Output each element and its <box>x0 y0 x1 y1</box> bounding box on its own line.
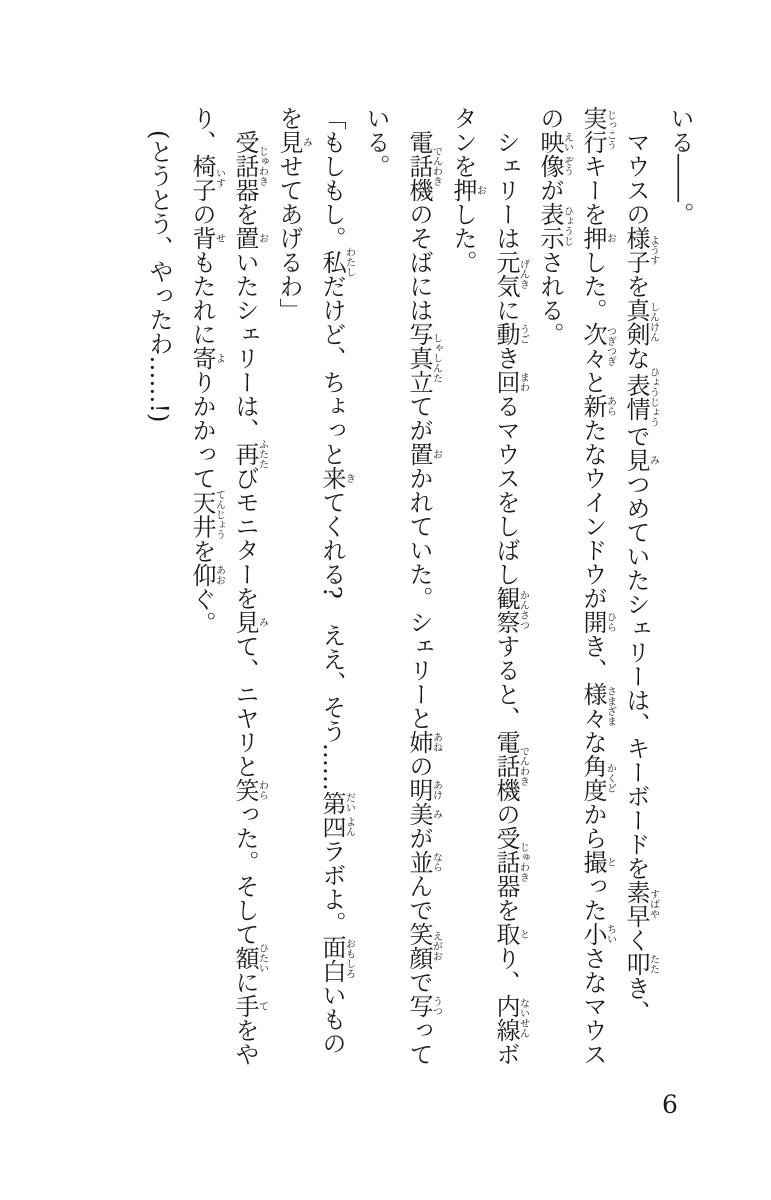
ruby-annotated-word: 手て <box>231 994 268 1018</box>
ruby-annotated-word: 四よん <box>318 814 355 839</box>
paragraph: いる――。 <box>666 106 694 226</box>
paragraph: シェリーは元気げんきに動うごき回まわるマウスをしばし観察かんさつすると、電話機でんわきの受話器じゅわきを取とり、内線ないせんボタンを押おした。 <box>449 106 529 1066</box>
ruby-annotated-word: 真剣しんけん <box>622 298 659 346</box>
ruby-annotated-word: 見み <box>622 448 659 472</box>
ruby-annotated-word: 置お <box>405 442 442 466</box>
ruby-annotated-word: 寄よ <box>188 346 225 370</box>
ruby-annotated-word: 電話機でんわき <box>492 730 529 802</box>
paragraph: (とうとう、やったわ……!) <box>145 130 173 423</box>
ruby-annotated-word: 元気げんき <box>492 250 529 298</box>
ruby-annotated-word: 並なら <box>405 850 442 874</box>
ruby-annotated-word: 笑顔えがお <box>405 922 442 970</box>
ruby-annotated-word: 動うご <box>492 322 529 346</box>
ruby-annotated-word: 素早すばや <box>622 880 659 928</box>
ruby-annotated-word: 美み <box>405 802 442 826</box>
ruby-annotated-word: 取と <box>492 922 529 946</box>
ruby-annotated-word: 姉あね <box>405 730 442 754</box>
ruby-annotated-word: 小ちい <box>579 922 616 946</box>
ruby-annotated-word: 明あけ <box>405 778 442 802</box>
ruby-annotated-word: 背せ <box>188 226 225 250</box>
ruby-annotated-word: 見み <box>275 130 312 154</box>
vertical-text-body <box>137 106 701 1066</box>
ruby-annotated-word: 表示ひょうじ <box>536 202 573 250</box>
paragraph: 受話器じゅわきを置おいたシェリーは、再ふたたびモニターを見みて、ニヤリと笑わらった。そして額ひたいに手てをやり、椅子いすの背せもたれに寄よりかかって天井てんじょうを仰あおぐ。 <box>188 106 268 1066</box>
ruby-annotated-word: 写うつ <box>405 994 442 1018</box>
ruby-annotated-word: 様子ようす <box>622 226 659 274</box>
ruby-annotated-word: 受話器じゅわき <box>492 826 529 898</box>
ruby-annotated-word: 回まわ <box>492 370 529 394</box>
ruby-annotated-word: 見み <box>231 610 268 634</box>
ruby-annotated-word: 椅子いす <box>188 154 225 202</box>
ruby-annotated-word: 叩たた <box>622 952 659 976</box>
ruby-annotated-word: 電話機でんわき <box>405 130 442 202</box>
ruby-annotated-word: 面白おもしろ <box>318 934 355 983</box>
ruby-annotated-word: 新あら <box>579 394 616 418</box>
ruby-annotated-word: 角度かくど <box>579 754 616 802</box>
ruby-annotated-word: 次々つぎつぎ <box>579 322 616 370</box>
ruby-annotated-word: 観察かんさつ <box>492 586 529 634</box>
ruby-annotated-word: 額ひたい <box>231 943 268 973</box>
ruby-annotated-word: 様々さまざま <box>579 682 616 730</box>
ruby-annotated-word: 表情ひょうじょう <box>622 367 659 427</box>
ruby-annotated-word: 仰あお <box>188 563 225 587</box>
ruby-annotated-word: 受話器じゅわき <box>231 130 268 202</box>
ruby-annotated-word: 実行じっこう <box>579 106 616 154</box>
ruby-annotated-word: 像ぞう <box>536 154 573 178</box>
ruby-annotated-word: 置お <box>231 226 268 250</box>
paragraph: 「もしもし。私わたしだけど、ちょっと来きてくれる? ええ、そう……第だい四よんラボよ。面白おもしろいものを見みせてあげるわ」 <box>275 106 355 1055</box>
page-number: 6 <box>662 1090 678 1119</box>
ruby-annotated-word: 来き <box>318 466 355 490</box>
ruby-annotated-word: 天井てんじょう <box>188 489 225 540</box>
ruby-annotated-word: 開ひら <box>579 610 616 634</box>
ruby-annotated-word: 映えい <box>536 130 573 154</box>
ruby-annotated-word: 撮と <box>579 850 616 874</box>
ruby-annotated-word: 第だい <box>318 790 355 815</box>
ruby-annotated-word: 再ふたた <box>231 439 268 469</box>
paragraph: 電話機でんわきのそばには写真立しゃしんたてが置おかれていた。シェリーと姉あねの明あけ美みが並ならんで笑顔えがおで写うつっている。 <box>362 106 442 1066</box>
ruby-annotated-word: 押お <box>579 226 616 250</box>
ruby-annotated-word: 笑わら <box>231 778 268 802</box>
ruby-annotated-word: 私わたし <box>318 247 355 277</box>
ruby-annotated-word: 写真立しゃしんた <box>405 322 442 394</box>
paragraph: マウスの様子ようすを真剣しんけんな表情ひょうじょうで見みつめていたシェリーは、キーボードを素早すばやく叩たたき、実行じっこうキーを押おした。次々つぎつぎと新あらたなウインドウが開ひらき、様々さまざまな角度かくどから撮とった小ちいさなマウスの映えい像ぞうが表示ひょうじされる。 <box>536 106 659 1066</box>
ruby-annotated-word: 内線ないせん <box>492 994 529 1042</box>
ruby-annotated-word: 押お <box>449 178 486 202</box>
